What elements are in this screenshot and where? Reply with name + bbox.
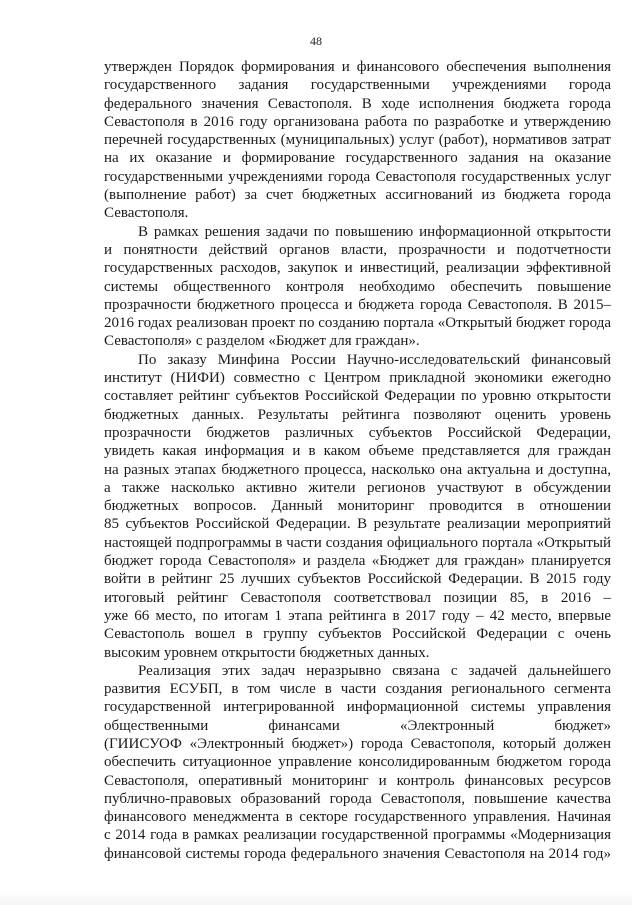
- text-line: Севастополя.: [104, 205, 189, 222]
- text-line: высоким уровнем открытости бюджетных данных.: [104, 644, 430, 661]
- text-line: прозрачности бюджетов различных субъектов Российской Федерации,: [104, 424, 611, 441]
- text-line: По заказу Минфина России Научно-исследовательский финансовый: [138, 351, 611, 368]
- text-line: на их оказание и формирование государственного задания на оказание: [104, 150, 611, 167]
- text-line: с 2014 года в рамках реализации государственной программы «Модернизация: [104, 827, 611, 844]
- text-line: итоговый рейтинг Севастополя соответствовал позиции 85, в 2016 –: [104, 589, 611, 606]
- text-line: Севастополя» с разделом «Бюджет для граждан».: [104, 333, 420, 350]
- text-line: на разных этапах бюджетного процесса, насколько она актуальна и доступна,: [104, 461, 611, 478]
- text-line: а также насколько активно жители регионов участвуют в обсуждении: [104, 479, 611, 496]
- text-line: бюджетных вопросов. Данный мониторинг проводится в отношении: [104, 498, 611, 515]
- text-line: (выполнение работ) за счет бюджетных ассигнований из бюджета города: [104, 187, 611, 204]
- text-line: прозрачности бюджетного процесса и бюджета города Севастополя. В 2015–: [104, 296, 611, 313]
- text-line: и понятности действий органов власти, прозрачности и подотчетности: [104, 241, 611, 258]
- text-line: бюджет города Севастополя» и раздела «Бюджет для граждан» планируется: [104, 553, 611, 570]
- text-line: общественными финансами «Электронный бюджет»: [104, 717, 611, 734]
- text-line: государственной интегрированной информационной системы управления: [104, 699, 611, 716]
- text-line: системы общественного контроля необходимо обеспечить повышение: [104, 278, 611, 295]
- text-line: бюджетных данных. Результаты рейтинга позволяют оценить уровень: [104, 406, 611, 423]
- text-line: Севастополя, оперативный мониторинг и контроль финансовых ресурсов: [104, 772, 611, 789]
- text-line: государственного задания государственными учреждениями города: [104, 77, 611, 94]
- text-line: финансового менеджмента в секторе государственного управления. Начиная: [104, 809, 611, 826]
- text-line: (ГИИСУОФ «Электронный бюджет») города Севастополя, который должен: [104, 735, 611, 752]
- text-line: Реализация этих задач неразрывно связана с задачей дальнейшего: [138, 662, 611, 679]
- text-line: 2016 годах реализован проект по созданию портала «Открытый бюджет города: [104, 315, 611, 332]
- text-line: финансовой системы города федерального значения Севастополя на 2014 год»: [104, 845, 611, 862]
- text-line: развития ЕСУБП, в том числе в части создания регионального сегмента: [104, 681, 611, 698]
- text-line: настоящей подпрограммы в части создания официального портала «Открытый: [104, 534, 611, 551]
- text-line: публично-правовых образований города Севастополя, повышение качества: [104, 790, 611, 807]
- text-line: Севастополь вошел в группу субъектов Российской Федерации с очень: [104, 626, 611, 643]
- text-line: перечней государственных (муниципальных) услуг (работ), нормативов затрат: [104, 132, 611, 149]
- text-line: утвержден Порядок формирования и финансового обеспечения выполнения: [104, 59, 611, 75]
- text-line: уже 66 место, по итогам 1 этапа рейтинга в 2017 году – 42 место, впервые: [104, 607, 611, 624]
- text-line: войти в рейтинг 25 лучших субъектов Российской Федерации. В 2015 году: [104, 571, 611, 588]
- text-line: государственными учреждениями города Севастополя государственных услуг: [104, 168, 611, 185]
- text-line: Севастополя в 2016 году организована работа по разработке и утверждению: [104, 113, 611, 130]
- text-line: увидеть какая информация и в каком объеме представляется для граждан: [104, 443, 611, 460]
- text-line: составляет рейтинг субъектов Российской Федерации по уровню открытости: [104, 388, 611, 405]
- text-line: институт (НИФИ) совместно с Центром прикладной экономики ежегодно: [104, 370, 611, 387]
- text-line: 85 субъектов Российской Федерации. В результате реализации мероприятий: [104, 516, 611, 533]
- text-line: государственных расходов, закупок и инвестиций, реализации эффективной: [104, 260, 611, 277]
- document-body: [104, 58, 611, 863]
- text-line: федерального значения Севастополя. В ходе исполнения бюджета города: [104, 95, 611, 112]
- scan-edge-shadow: [0, 891, 632, 905]
- page-number: 48: [310, 34, 322, 48]
- text-line: В рамках решения задачи по повышению информационной открытости: [138, 223, 611, 240]
- text-line: обеспечить ситуационное управление консолидированным бюджетом города: [104, 754, 611, 771]
